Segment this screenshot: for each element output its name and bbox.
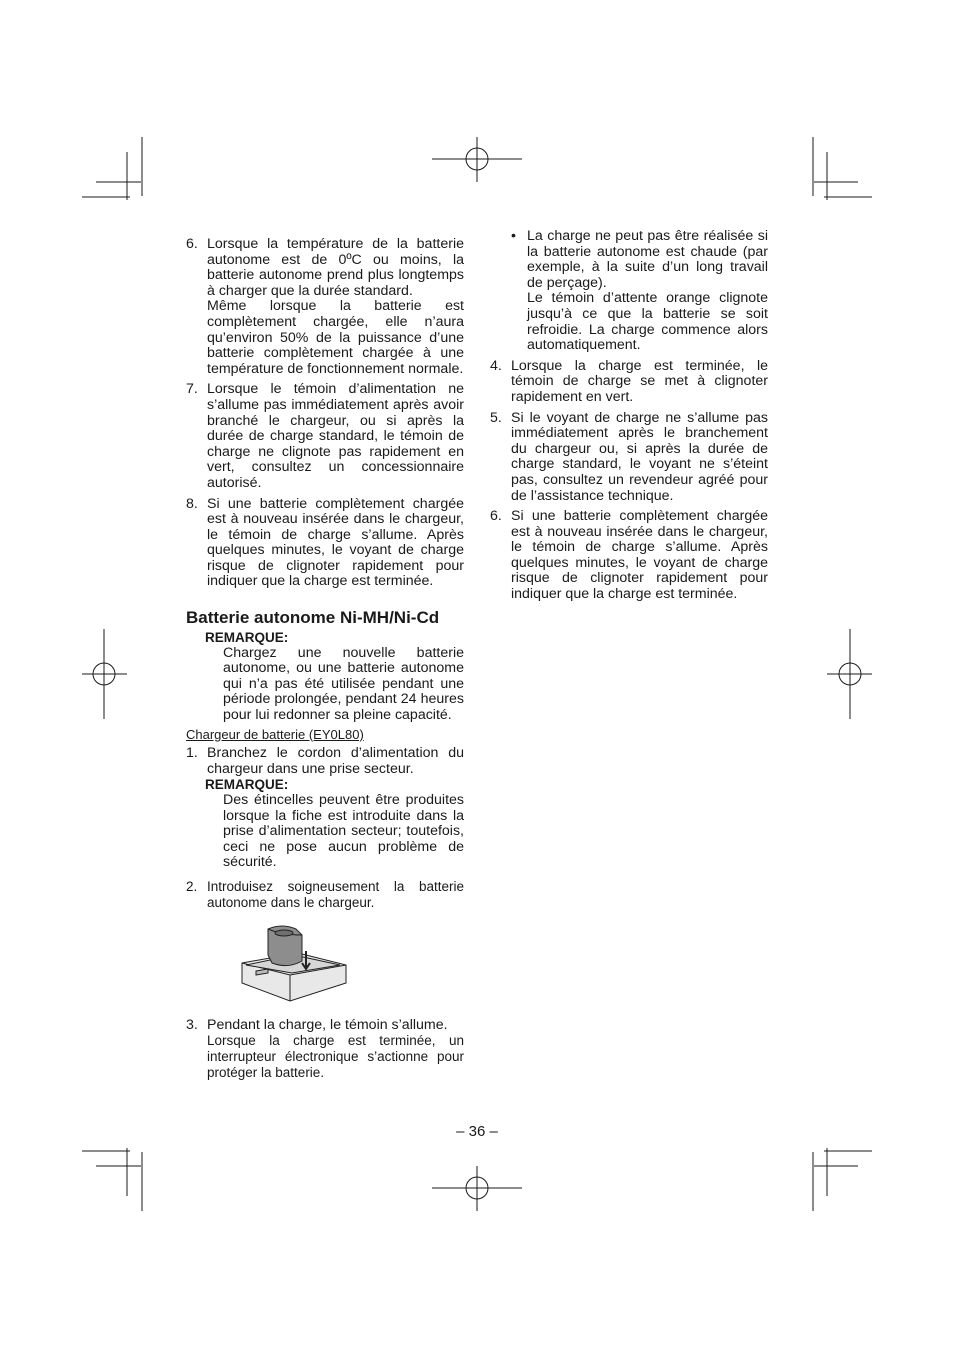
step-3 — [186, 1018, 464, 1080]
remark-text: Des étincelles peuvent être produites lorsque la fiche est introduite dans la prise d’alimentation secteur; toutefois, ceci ne pose aucun problème de sécurité. — [223, 792, 464, 871]
remark-text: Chargez une nouvelle batterie autonome, ou une batterie autonome qui n’a pas été utilisée pendant une période prolongée, pendant 24 heures pour lui redonner sa pleine capacité. — [223, 644, 464, 724]
step-number: 3. — [186, 1016, 198, 1033]
step-text: Branchez le cordon d’alimentation du chargeur dans une prise secteur. — [207, 745, 464, 777]
step-1 — [186, 746, 464, 874]
bullet-text: Le témoin d’attente orange clignote jusqu’à ce que la batterie se soit refroidie. La charge commence alors automatiquement. — [527, 290, 768, 354]
crop-mark-top-right — [813, 137, 872, 200]
list-item-6 — [186, 237, 464, 377]
crop-mark-top-left — [82, 137, 142, 200]
step-number: 1. — [186, 745, 198, 762]
list-item-7 — [186, 382, 464, 491]
step-number: 2. — [186, 878, 198, 894]
registration-mark-right — [827, 629, 872, 719]
step-text: Si une batterie complètement chargée est à nouveau insérée dans le chargeur, le témoin de charge s’allume. Après quelques minutes, le voyant de charge risque de clignoter rapidement pour indiquer que la charge est terminée. — [511, 508, 768, 603]
charger-illustration — [238, 925, 348, 1005]
item-number: 8. — [186, 495, 198, 512]
bullet-symbol: • — [511, 228, 516, 244]
step-6 — [490, 509, 768, 603]
step-text: Lorsque la charge est terminée, le témoin de charge se met à clignoter rapidement en vert. — [511, 357, 768, 405]
left-column — [186, 237, 464, 1085]
item-text: Même lorsque la batterie est complètement chargée, elle n’aura qu’environ 50% de la puissance d’une batterie complètement chargée à une température de fonctionnement normale. — [207, 298, 464, 377]
section-heading: Batterie autonome Ni-MH/Ni-Cd — [186, 608, 440, 628]
bullet-text: La charge ne peut pas être réalisée si la batterie autonome est chaude (par exemple, à la suite d’un long travail de perçage). — [527, 228, 768, 291]
step-5 — [490, 411, 768, 505]
remark-label: REMARQUE: — [205, 777, 289, 793]
step-text: Introduisez soigneusement la batterie autonome dans le chargeur. — [207, 878, 464, 910]
step-number: 6. — [490, 508, 502, 525]
crop-mark-bottom-left — [82, 1148, 142, 1211]
registration-mark-bottom — [432, 1166, 522, 1211]
bullet-item — [511, 229, 768, 354]
item-text: Lorsque le témoin d’alimentation ne s’allume pas immédiatement après avoir branché le chargeur, ou si après la durée de charge standard, le témoin de charge ne clignote pas rapidement en vert, consultez un concessionnaire autorisé. — [207, 381, 464, 491]
step-number: 4. — [490, 357, 502, 374]
item-text: Si une batterie complètement chargée est à nouveau insérée dans le chargeur, le témoin de charge s’allume. Après quelques minutes, le voyant de charge risque de clignoter rapidement pour indiquer que la charge est terminée. — [207, 495, 464, 590]
right-column — [490, 229, 768, 608]
crop-mark-bottom-right — [813, 1148, 872, 1211]
step-text: Lorsque la charge est terminée, un interrupteur électronique s’actionne pour protéger la batterie. — [207, 1033, 464, 1080]
item-number: 6. — [186, 236, 198, 252]
charger-subheading: Chargeur de batterie (EY0L80) — [186, 726, 364, 742]
registration-mark-top — [432, 137, 522, 182]
step-text: Si le voyant de charge ne s’allume pas immédiatement après le branchement du chargeur ou, si après la durée de charge standard, le voyant ne s’éteint pas, consultez un revendeur agréé pour de l’assistance technique. — [511, 409, 768, 504]
page-number: – 36 – — [456, 1123, 498, 1140]
registration-mark-left — [82, 629, 127, 719]
step-4 — [490, 359, 768, 406]
list-item-8 — [186, 497, 464, 591]
step-2 — [186, 879, 464, 910]
step-number: 5. — [490, 409, 502, 426]
remark-label: REMARQUE: — [205, 630, 289, 646]
item-text: Lorsque la température de la batterie autonome est de 0ºC ou moins, la batterie autonome prend plus longtemps à charger que la durée standard. — [207, 236, 464, 299]
step-text: Pendant la charge, le témoin s’allume. — [207, 1016, 448, 1033]
item-number: 7. — [186, 381, 198, 398]
